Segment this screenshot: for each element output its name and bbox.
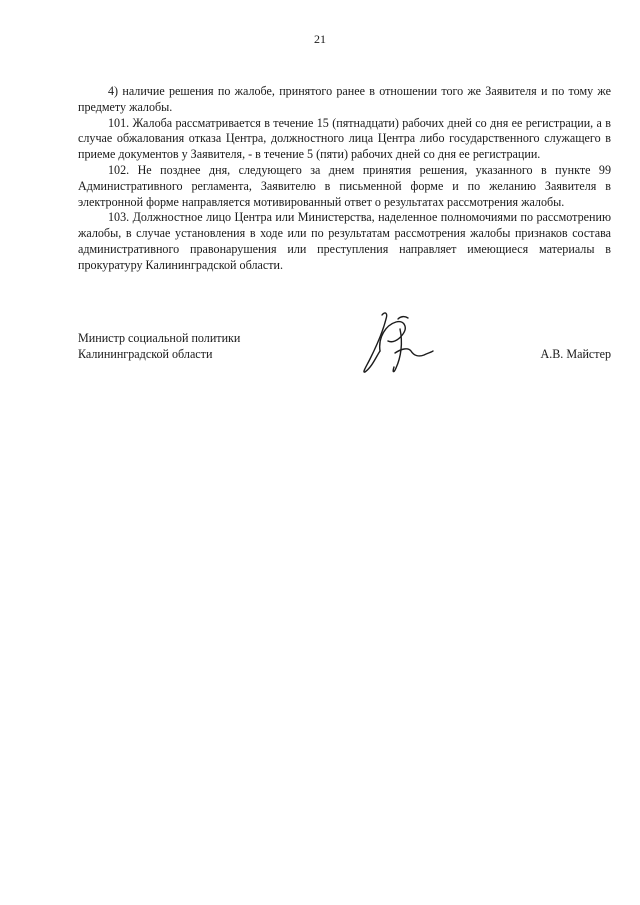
signatory-name: А.В. Майстер bbox=[540, 346, 611, 361]
signature-block bbox=[78, 331, 611, 381]
paragraph-103: 103. Должностное лицо Центра или Министерства, наделенное полномочиями по рассмотрению жалобы, в случае установления в ходе или по результатам рассмотрения жалобы признаков состава административного правонарушения или преступления направляет имеющиеся материалы в прокуратуру Калининградской области. bbox=[78, 210, 611, 272]
signatory-title-line-1: Министр социальной политики bbox=[78, 331, 241, 345]
page-number: 21 bbox=[314, 32, 326, 46]
paragraph-101: 101. Жалоба рассматривается в течение 15 (пятнадцати) рабочих дней со дня ее регистрации, а в случае обжалования отказа Центра, должностного лица Центра либо государственного служащего в приеме документов у Заявителя, - в течение 5 (пяти) рабочих дней со дня ее регистрации. bbox=[78, 115, 611, 162]
handwritten-signature-icon bbox=[356, 307, 436, 379]
paragraph-102: 102. Не позднее дня, следующего за днем принятия решения, указанного в пункте 99 Административного регламента, Заявителю в письменной форме и по желанию Заявителя в электронной форме направляется мотивированный ответ о результатах рассмотрения жалобы. bbox=[78, 162, 611, 209]
signatory-title bbox=[78, 331, 338, 363]
signatory-title-line-2: Калининградской области bbox=[78, 346, 213, 361]
document-body bbox=[78, 84, 611, 274]
paragraph-item-4: 4) наличие решения по жалобе, принятого ранее в отношении того же Заявителя и по тому же предмету жалобы. bbox=[78, 84, 611, 114]
